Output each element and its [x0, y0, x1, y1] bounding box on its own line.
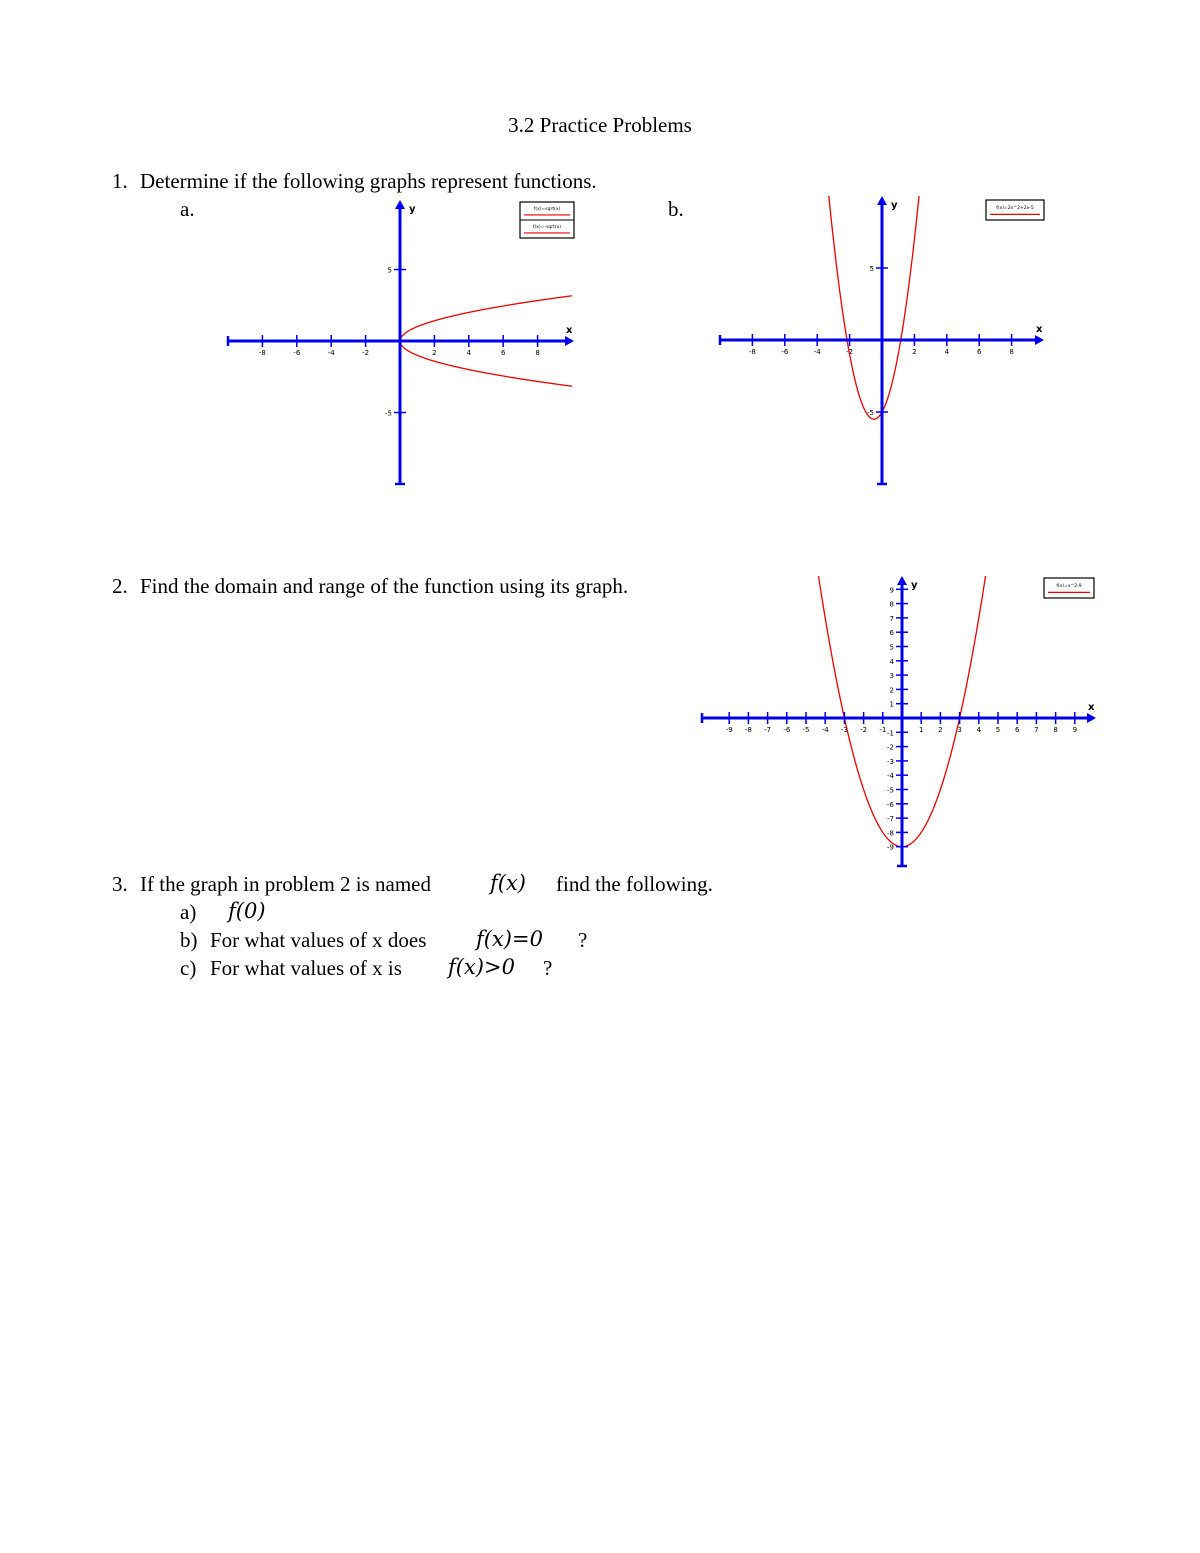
y-tick-label: -9: [887, 843, 894, 852]
x-tick-label: 1: [918, 726, 924, 734]
x-tick-label: -3: [840, 726, 848, 734]
x-tick-label: 4: [466, 349, 472, 357]
x-tick-label: -1: [879, 726, 887, 734]
problem-3c-expr: f(x)>0: [448, 955, 515, 979]
curve-series-1: [825, 160, 922, 419]
y-axis-label: y: [409, 204, 416, 215]
y-axis-arrow: [897, 576, 907, 585]
problem-2-number: 2.: [112, 574, 128, 598]
x-axis-label: x: [566, 325, 573, 336]
problem-3c-label: c): [180, 956, 197, 980]
y-tick-label: 3: [889, 672, 894, 681]
problem-1a-label: a.: [180, 197, 195, 221]
x-tick-label: -6: [781, 348, 789, 356]
y-tick-label: -5: [887, 786, 894, 795]
x-tick-label: 8: [1053, 726, 1058, 734]
x-axis-label: x: [1088, 702, 1095, 713]
graph-2: [702, 572, 1100, 868]
x-tick-label: -4: [327, 349, 335, 357]
legend-entry-label: f(x)=-sqrt(x): [532, 225, 562, 231]
problem-3b-expr: f(x)=0: [476, 927, 543, 951]
x-tick-label: 6: [976, 348, 982, 356]
x-tick-label: 4: [944, 348, 950, 356]
page-title: 3.2 Practice Problems: [508, 113, 692, 137]
y-tick-label: 1: [889, 700, 894, 709]
problem-1-number: 1.: [112, 169, 128, 193]
x-tick-label: -9: [725, 726, 733, 734]
x-tick-label: 2: [912, 348, 917, 356]
y-tick-label: -5: [867, 409, 874, 417]
graph-1a: [228, 196, 578, 486]
y-tick-label: -7: [887, 815, 894, 824]
x-tick-label: -6: [783, 726, 791, 734]
y-tick-label: -4: [887, 772, 894, 781]
graph-1b: [718, 194, 1048, 486]
y-tick-label: 5: [869, 265, 874, 273]
x-tick-label: 7: [1034, 726, 1039, 734]
x-tick-label: -2: [846, 348, 854, 356]
x-tick-label: -2: [860, 726, 868, 734]
y-axis-label: y: [911, 580, 918, 591]
y-axis-arrow: [877, 196, 887, 205]
problem-3-text-before: If the graph in problem 2 is named: [140, 872, 432, 896]
problem-2-text: Find the domain and range of the function using its graph.: [140, 574, 629, 598]
x-tick-label: -2: [362, 349, 370, 357]
problem-1-text: Determine if the following graphs represent functions.: [140, 169, 597, 193]
x-tick-label: -8: [744, 726, 752, 734]
problem-3b-label: b): [180, 928, 198, 952]
problem-3-fx: f(x): [490, 871, 527, 895]
y-tick-label: -6: [887, 800, 894, 809]
y-tick-label: 6: [889, 629, 894, 638]
y-tick-label: 5: [889, 643, 894, 652]
x-tick-label: -7: [764, 726, 772, 734]
problem-3c-text: For what values of x is: [210, 956, 402, 980]
legend-entry-label: f(x)=sqrt(x): [533, 207, 561, 213]
y-tick-label: -2: [887, 743, 894, 752]
legend-entry-label: f(x)=x^2-9: [1056, 584, 1082, 589]
x-tick-label: -5: [802, 726, 810, 734]
x-tick-label: -4: [821, 726, 829, 734]
x-tick-label: 2: [938, 726, 943, 734]
x-axis-arrow: [1087, 713, 1096, 723]
y-tick-label: -8: [887, 829, 894, 838]
x-tick-label: 6: [500, 349, 506, 357]
problem-3a-label: a): [180, 900, 197, 924]
y-axis-label: y: [891, 200, 898, 211]
x-tick-label: -8: [748, 348, 756, 356]
x-tick-label: 3: [957, 726, 962, 734]
problem-3-number: 3.: [112, 872, 128, 896]
curve-series-1: [400, 296, 572, 341]
problem-3b-text: For what values of x does: [210, 928, 427, 952]
x-tick-label: 8: [1009, 348, 1014, 356]
y-tick-label: 2: [889, 686, 894, 695]
problem-3-text-after: find the following.: [556, 872, 713, 896]
curve-series-2: [400, 341, 572, 386]
y-tick-label: 5: [387, 266, 392, 275]
y-tick-label: 7: [889, 614, 894, 623]
x-axis-arrow: [565, 336, 574, 346]
x-tick-label: 8: [535, 349, 540, 357]
y-axis-arrow: [395, 200, 405, 209]
y-tick-label: 4: [889, 657, 894, 666]
x-tick-label: 4: [976, 726, 982, 734]
x-axis-label: x: [1036, 324, 1043, 335]
y-tick-label: 8: [889, 600, 894, 609]
problem-3c-question: ?: [543, 956, 553, 980]
x-tick-label: 2: [432, 349, 437, 357]
x-tick-label: 6: [1014, 726, 1020, 734]
x-tick-label: 9: [1072, 726, 1078, 734]
x-tick-label: -4: [813, 348, 821, 356]
problem-1b-label: b.: [668, 197, 684, 221]
y-tick-label: -5: [385, 409, 392, 418]
y-tick-label: 9: [889, 586, 894, 595]
y-tick-label: -1: [887, 729, 894, 738]
y-tick-label: -3: [887, 757, 894, 766]
problem-3a-expr: f(0): [228, 899, 266, 923]
x-tick-label: -6: [293, 349, 301, 357]
x-tick-label: -8: [258, 349, 266, 357]
x-tick-label: 5: [995, 726, 1001, 734]
x-axis-arrow: [1035, 335, 1044, 345]
legend-entry-label: f(x)=2x^2+2x-5: [996, 206, 1034, 211]
problem-3b-question: ?: [578, 928, 588, 952]
